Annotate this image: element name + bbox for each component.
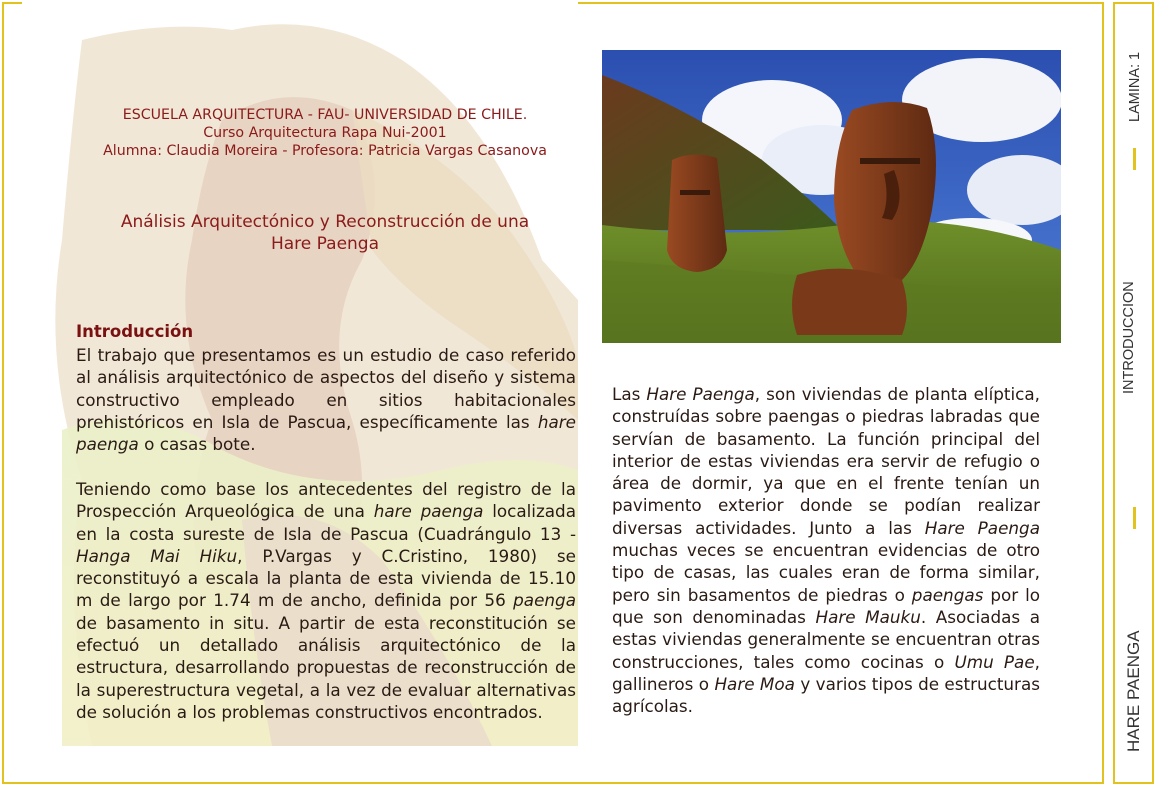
sidebar-marker-bottom [1133,507,1136,529]
hare-paenga-description: Las Hare Paenga, son viviendas de planta elíptica, construídas sobre paengas o piedras labradas que servían de basamento. La función principal del interior de estas viviendas era servir de refugio o área de dormir, ya que en el frente tenían un pavimento exterior donde se podían realizar diversas actividades. Junto a las Hare Paenga muchas veces se encuentran evidencias de otro tipo de casas, las cuales eran de forma similar, pero sin basamentos de piedras o paengas por lo que son denominadas Hare Mauku. Asociadas a estas viviendas generalmente se encuentran otras construcciones, tales como cocinas o Umu Pae, gallineros o Hare Moa y varios tipos de estructuras agrícolas. [612,384,1041,717]
header-line-1: ESCUELA ARQUITECTURA - FAU- UNIVERSIDAD DE CHILE. [122,107,528,123]
header-line-3: Alumna: Claudia Moreira - Profesora: Patricia Vargas Casanova [103,143,547,159]
subtitle-line-2: Hare Paenga [270,234,380,254]
sidebar-marker-top [1133,148,1136,170]
intro-paragraph-2: Teniendo como base los antecedentes del registro de la Prospección Arqueológica de una hare paenga localizada en la costa sureste de Isla de Pascua (Cuadrángulo 13 - Hanga Mai Hiku, P.Vargas y C.Cristino, 1980) se reconstituyó a escala la planta de esta vivienda de 15.10 m de largo por 1.74 m de ancho, definida por 56 paenga de basamento in situ. A partir de esta reconstitución se efectuó un detallado análisis arquitectónico de la estructura, desarrollando propuestas de reconstrucción de la superestructura vegetal, a la vez de evaluar alternativas de solución a los problemas constructivos encontrados. [76,479,576,722]
lamina-label: LAMINA: 1 [1127,51,1143,122]
subtitle-line-1: Análisis Arquitectónico y Reconstrucción de una [120,212,530,232]
intro-paragraph-1: El trabajo que presentamos es un estudio de caso referido al análisis arquitectónico de aspectos del diseño y sistema constructivo empleado en sitios habitacionales prehistóricos en Isla de Pascua, específicamente las hare paenga o casas bote. [76,345,576,455]
intro-heading: Introducción [76,322,194,341]
section-label: INTRODUCCION [1121,281,1137,394]
sheet-title: HARE PAENGA [1124,630,1143,752]
document-subtitle [80,211,570,255]
header-line-2: Curso Arquitectura Rapa Nui-2001 [203,125,447,141]
school-header [60,106,590,160]
moai-photo [602,50,1061,343]
